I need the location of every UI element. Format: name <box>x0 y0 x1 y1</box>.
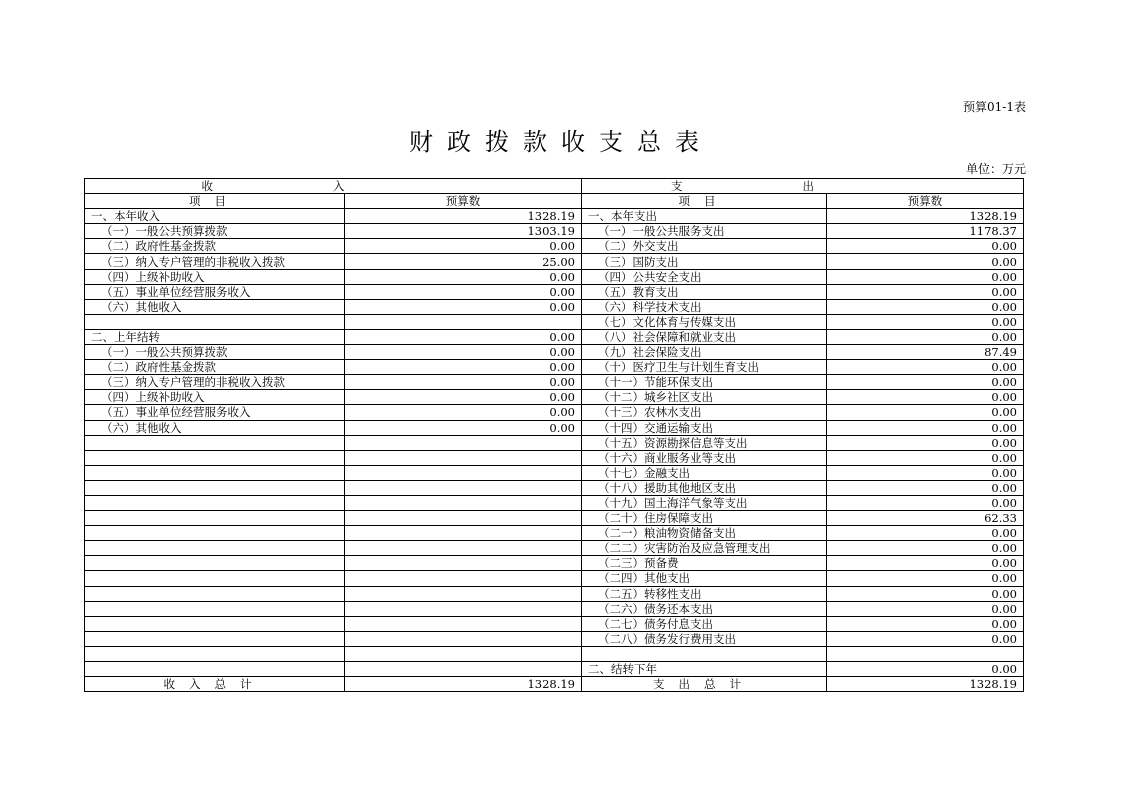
income-amount-cell: 0.00 <box>345 239 582 254</box>
expense-amount-cell: 0.00 <box>827 450 1024 465</box>
income-item-cell: （三）纳入专户管理的非税收入拨款 <box>85 375 345 390</box>
table-row <box>85 254 1024 269</box>
expense-item-cell: （十一）节能环保支出 <box>582 375 827 390</box>
budget-summary-table <box>84 178 1024 692</box>
income-item-cell <box>85 646 345 661</box>
group-header-row <box>85 179 1024 194</box>
expense-item-cell: （二十）住房保障支出 <box>582 511 827 526</box>
income-item-header: 项目 <box>85 194 345 209</box>
table-row <box>85 662 1024 677</box>
table-row <box>85 224 1024 239</box>
income-item-cell <box>85 541 345 556</box>
table-row <box>85 601 1024 616</box>
table-row <box>85 209 1024 224</box>
expense-amount-cell: 0.00 <box>827 360 1024 375</box>
expense-item-cell: （十二）城乡社区支出 <box>582 390 827 405</box>
table-row <box>85 465 1024 480</box>
income-amount-cell: 0.00 <box>345 405 582 420</box>
income-item-cell: （一）一般公共预算拨款 <box>85 224 345 239</box>
income-item-cell: （一）一般公共预算拨款 <box>85 345 345 360</box>
income-item-cell: （五）事业单位经营服务收入 <box>85 405 345 420</box>
expense-item-cell: （六）科学技术支出 <box>582 299 827 314</box>
table-row <box>85 571 1024 586</box>
expense-amount-cell: 0.00 <box>827 480 1024 495</box>
income-item-cell <box>85 495 345 510</box>
page-title: 财政拨款收支总表 <box>409 128 713 156</box>
expense-item-cell: （一）一般公共服务支出 <box>582 224 827 239</box>
income-amount-cell: 0.00 <box>345 420 582 435</box>
income-amount-cell: 0.00 <box>345 345 582 360</box>
income-amount-cell <box>345 646 582 661</box>
expense-item-cell: 二、结转下年 <box>582 662 827 677</box>
income-item-cell <box>85 662 345 677</box>
income-amount-cell <box>345 616 582 631</box>
expense-item-header: 项目 <box>582 194 827 209</box>
expense-amount-cell: 0.00 <box>827 269 1024 284</box>
unit-label: 单位：万元 <box>965 162 1026 176</box>
expense-amount-cell: 0.00 <box>827 541 1024 556</box>
table-row <box>85 631 1024 646</box>
income-amount-cell: 1303.19 <box>345 224 582 239</box>
expense-item-cell: （十四）交通运输支出 <box>582 420 827 435</box>
expense-item-cell: （二六）债务还本支出 <box>582 601 827 616</box>
expense-amount-cell <box>827 646 1024 661</box>
totals-row <box>85 677 1024 692</box>
expense-item-cell: （二）外交支出 <box>582 239 827 254</box>
expense-amount-cell: 0.00 <box>827 586 1024 601</box>
income-item-cell: （四）上级补助收入 <box>85 269 345 284</box>
income-item-cell: （五）事业单位经营服务收入 <box>85 284 345 299</box>
income-amount-cell <box>345 556 582 571</box>
income-group-header: 收入 <box>85 179 582 194</box>
expense-amount-cell: 0.00 <box>827 601 1024 616</box>
expense-amount-cell: 62.33 <box>827 511 1024 526</box>
table-row <box>85 541 1024 556</box>
table-row <box>85 511 1024 526</box>
expense-amount-cell: 0.00 <box>827 375 1024 390</box>
form-code: 预算01-1表 <box>963 100 1026 114</box>
table-row <box>85 345 1024 360</box>
income-item-cell <box>85 435 345 450</box>
income-amount-cell <box>345 511 582 526</box>
expense-item-cell: （十六）商业服务业等支出 <box>582 450 827 465</box>
expense-item-cell: （七）文化体育与传媒支出 <box>582 314 827 329</box>
expense-amount-cell: 0.00 <box>827 239 1024 254</box>
expense-group-header: 支出 <box>582 179 1024 194</box>
income-amount-cell: 1328.19 <box>345 209 582 224</box>
expense-amount-cell: 0.00 <box>827 495 1024 510</box>
expense-item-cell: （十九）国土海洋气象等支出 <box>582 495 827 510</box>
income-amount-cell <box>345 435 582 450</box>
income-item-cell: 二、上年结转 <box>85 329 345 344</box>
expense-item-cell: （二四）其他支出 <box>582 571 827 586</box>
income-amount-cell <box>345 586 582 601</box>
expense-amount-header: 预算数 <box>827 194 1024 209</box>
expense-item-cell: （三）国防支出 <box>582 254 827 269</box>
expense-item-cell: （十七）金融支出 <box>582 465 827 480</box>
table-row <box>85 526 1024 541</box>
expense-total-amount: 1328.19 <box>827 677 1024 692</box>
expense-amount-cell: 0.00 <box>827 329 1024 344</box>
income-item-cell: 一、本年收入 <box>85 209 345 224</box>
income-amount-cell <box>345 601 582 616</box>
table-row <box>85 375 1024 390</box>
table-row <box>85 586 1024 601</box>
expense-amount-cell: 0.00 <box>827 314 1024 329</box>
expense-amount-cell: 0.00 <box>827 465 1024 480</box>
income-amount-cell: 0.00 <box>345 299 582 314</box>
expense-item-cell: （二五）转移性支出 <box>582 586 827 601</box>
income-total-amount: 1328.19 <box>345 677 582 692</box>
table-row <box>85 420 1024 435</box>
expense-item-cell: （五）教育支出 <box>582 284 827 299</box>
expense-amount-cell: 0.00 <box>827 435 1024 450</box>
expense-amount-cell: 1328.19 <box>827 209 1024 224</box>
income-item-cell <box>85 601 345 616</box>
expense-amount-cell: 0.00 <box>827 390 1024 405</box>
table-body <box>85 209 1024 677</box>
expense-amount-cell: 1178.37 <box>827 224 1024 239</box>
expense-item-cell: （二一）粮油物资储备支出 <box>582 526 827 541</box>
expense-item-cell: （二八）债务发行费用支出 <box>582 631 827 646</box>
income-item-cell <box>85 450 345 465</box>
income-amount-cell <box>345 526 582 541</box>
expense-amount-cell: 0.00 <box>827 254 1024 269</box>
income-item-cell: （三）纳入专户管理的非税收入拨款 <box>85 254 345 269</box>
income-item-cell <box>85 480 345 495</box>
table-row <box>85 314 1024 329</box>
expense-amount-cell: 0.00 <box>827 526 1024 541</box>
table-row <box>85 390 1024 405</box>
table-row <box>85 239 1024 254</box>
expense-amount-cell: 87.49 <box>827 345 1024 360</box>
expense-item-cell: （十五）资源勘探信息等支出 <box>582 435 827 450</box>
income-item-cell <box>85 465 345 480</box>
income-amount-cell: 0.00 <box>345 390 582 405</box>
column-header-row <box>85 194 1024 209</box>
expense-amount-cell: 0.00 <box>827 571 1024 586</box>
expense-amount-cell: 0.00 <box>827 284 1024 299</box>
income-amount-cell: 0.00 <box>345 375 582 390</box>
income-amount-cell: 0.00 <box>345 360 582 375</box>
table-row <box>85 405 1024 420</box>
table-row <box>85 495 1024 510</box>
expense-amount-cell: 0.00 <box>827 405 1024 420</box>
income-item-cell <box>85 511 345 526</box>
expense-item-cell: （四）公共安全支出 <box>582 269 827 284</box>
income-item-cell <box>85 631 345 646</box>
income-amount-cell: 0.00 <box>345 284 582 299</box>
income-amount-cell <box>345 495 582 510</box>
table-row <box>85 480 1024 495</box>
income-amount-cell <box>345 631 582 646</box>
income-amount-cell <box>345 541 582 556</box>
expense-amount-cell: 0.00 <box>827 420 1024 435</box>
expense-item-cell: （八）社会保障和就业支出 <box>582 329 827 344</box>
table-row <box>85 616 1024 631</box>
income-item-cell: （六）其他收入 <box>85 299 345 314</box>
expense-amount-cell: 0.00 <box>827 662 1024 677</box>
expense-amount-cell: 0.00 <box>827 616 1024 631</box>
income-item-cell: （四）上级补助收入 <box>85 390 345 405</box>
expense-amount-cell: 0.00 <box>827 631 1024 646</box>
income-amount-cell <box>345 480 582 495</box>
expense-item-cell: （十八）援助其他地区支出 <box>582 480 827 495</box>
income-item-cell <box>85 556 345 571</box>
table-row <box>85 360 1024 375</box>
income-total-label: 收入总计 <box>85 677 345 692</box>
expense-item-cell: （二三）预备费 <box>582 556 827 571</box>
income-amount-cell <box>345 571 582 586</box>
expense-item-cell: （十）医疗卫生与计划生育支出 <box>582 360 827 375</box>
expense-total-label: 支出总计 <box>582 677 827 692</box>
table-row <box>85 284 1024 299</box>
expense-item-cell: （十三）农林水支出 <box>582 405 827 420</box>
income-amount-header: 预算数 <box>345 194 582 209</box>
table-row <box>85 329 1024 344</box>
expense-item-cell: 一、本年支出 <box>582 209 827 224</box>
income-amount-cell <box>345 465 582 480</box>
income-amount-cell: 25.00 <box>345 254 582 269</box>
table-row <box>85 269 1024 284</box>
expense-item-cell: （二七）债务付息支出 <box>582 616 827 631</box>
income-item-cell <box>85 571 345 586</box>
table-row <box>85 299 1024 314</box>
income-item-cell: （六）其他收入 <box>85 420 345 435</box>
table-row <box>85 556 1024 571</box>
expense-amount-cell: 0.00 <box>827 299 1024 314</box>
expense-item-cell <box>582 646 827 661</box>
income-item-cell: （二）政府性基金拨款 <box>85 239 345 254</box>
income-amount-cell <box>345 314 582 329</box>
income-amount-cell <box>345 662 582 677</box>
income-amount-cell: 0.00 <box>345 269 582 284</box>
table-row <box>85 450 1024 465</box>
table-row <box>85 435 1024 450</box>
expense-item-cell: （二二）灾害防治及应急管理支出 <box>582 541 827 556</box>
income-amount-cell: 0.00 <box>345 329 582 344</box>
income-item-cell <box>85 314 345 329</box>
income-item-cell <box>85 526 345 541</box>
income-amount-cell <box>345 450 582 465</box>
income-item-cell <box>85 586 345 601</box>
table-row <box>85 646 1024 661</box>
income-item-cell <box>85 616 345 631</box>
expense-item-cell: （九）社会保险支出 <box>582 345 827 360</box>
income-item-cell: （二）政府性基金拨款 <box>85 360 345 375</box>
expense-amount-cell: 0.00 <box>827 556 1024 571</box>
